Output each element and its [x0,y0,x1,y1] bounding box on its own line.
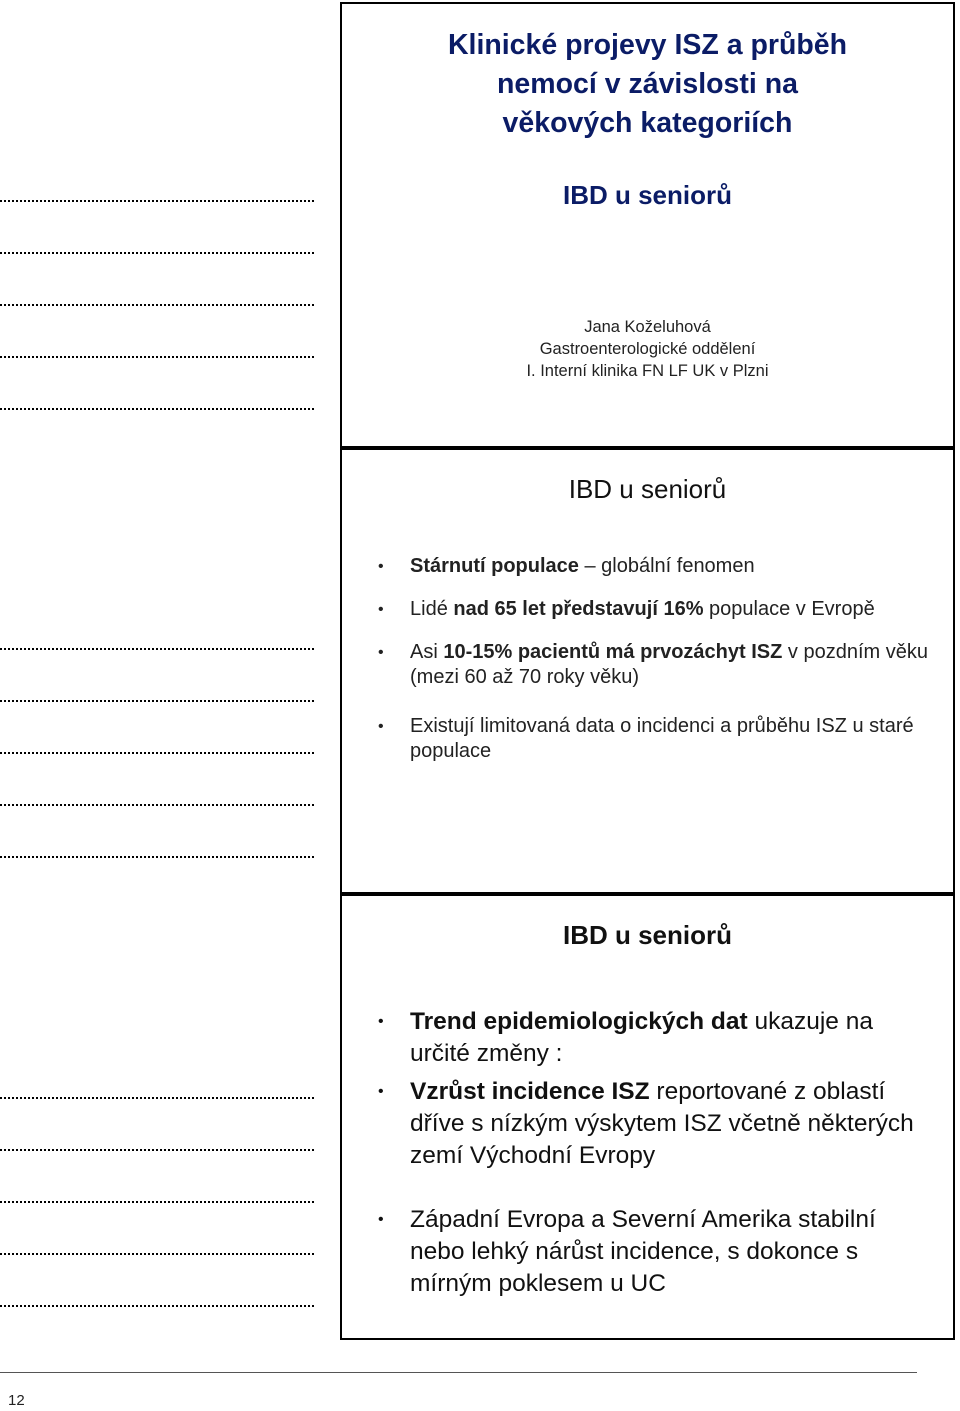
bullet-pre: Lidé [410,598,454,620]
slide-1-subtitle: IBD u seniorů [562,180,732,210]
note-line [0,638,314,650]
bullet-item [378,714,933,764]
slide-3 [340,894,955,1340]
note-line [0,294,314,306]
note-line [0,1191,314,1203]
footer-divider [0,1372,917,1373]
bullet-bold: Trend epidemiologických dat [410,1008,748,1035]
author-department: Gastroenterologické oddělení [539,340,756,358]
bullet-item [378,1204,933,1300]
bullet-bold: 10-15% pacientů má prvozáchyt ISZ [443,641,783,663]
bullet-text: Existují limitovaná data o incidenci a průběhu ISZ u staré populace [410,715,914,762]
slide-2-title: IBD u seniorů [568,474,727,504]
bullet-text: reportované z oblastí dříve s nízkým výskytem ISZ včetně některých zemí Východní Evropy [410,1078,914,1169]
note-line [0,794,314,806]
bullet-pre: Asi [410,641,444,663]
slide-2 [340,448,955,894]
bullet-bold: nad 65 let představují 16% [453,598,704,620]
bullet-item [378,1076,933,1172]
title-line: věkových kategoriích [502,107,793,139]
bullet-text: Západní Evropa a Severní Amerika stabilní nebo lehký nárůst incidence, s dokonce s mírným poklesem u UC [410,1206,876,1297]
bullet-bold: Stárnutí populace [410,555,579,577]
note-line [0,190,314,202]
note-line [0,1295,314,1307]
page-number: 12 [8,1392,25,1409]
note-line [0,1087,314,1099]
bullet-item [378,640,933,690]
note-line [0,742,314,754]
bullet-text: populace v Evropě [703,598,875,620]
slide-1 [340,2,955,448]
author-name: Jana Koželuhová [584,318,711,336]
slide-3-title: IBD u seniorů [562,920,732,950]
bullet-item [378,1006,933,1070]
slide-1-title [342,26,953,143]
note-line [0,1139,314,1151]
bullet-text: ukazuje na určité změny : [410,1008,873,1067]
author-institution: I. Interní klinika FN LF UK v Plzni [526,362,769,380]
note-line [0,846,314,858]
title-line: Klinické projevy ISZ a průběh [447,29,848,61]
bullet-list [378,1006,933,1300]
bullet-text: – globální fenomen [578,555,755,577]
note-line [0,1243,314,1255]
author-block [342,316,953,382]
bullet-list [378,554,933,788]
bullet-item [378,554,933,579]
bullet-text: v pozdním věku (mezi 60 až 70 roky věku) [410,641,928,688]
bullet-bold: Vzrůst incidence ISZ [410,1078,650,1105]
note-line [0,346,314,358]
title-line: nemocí v závislosti na [497,68,798,100]
note-line [0,690,314,702]
bullet-item [378,597,933,622]
note-line [0,398,314,410]
note-line [0,242,314,254]
